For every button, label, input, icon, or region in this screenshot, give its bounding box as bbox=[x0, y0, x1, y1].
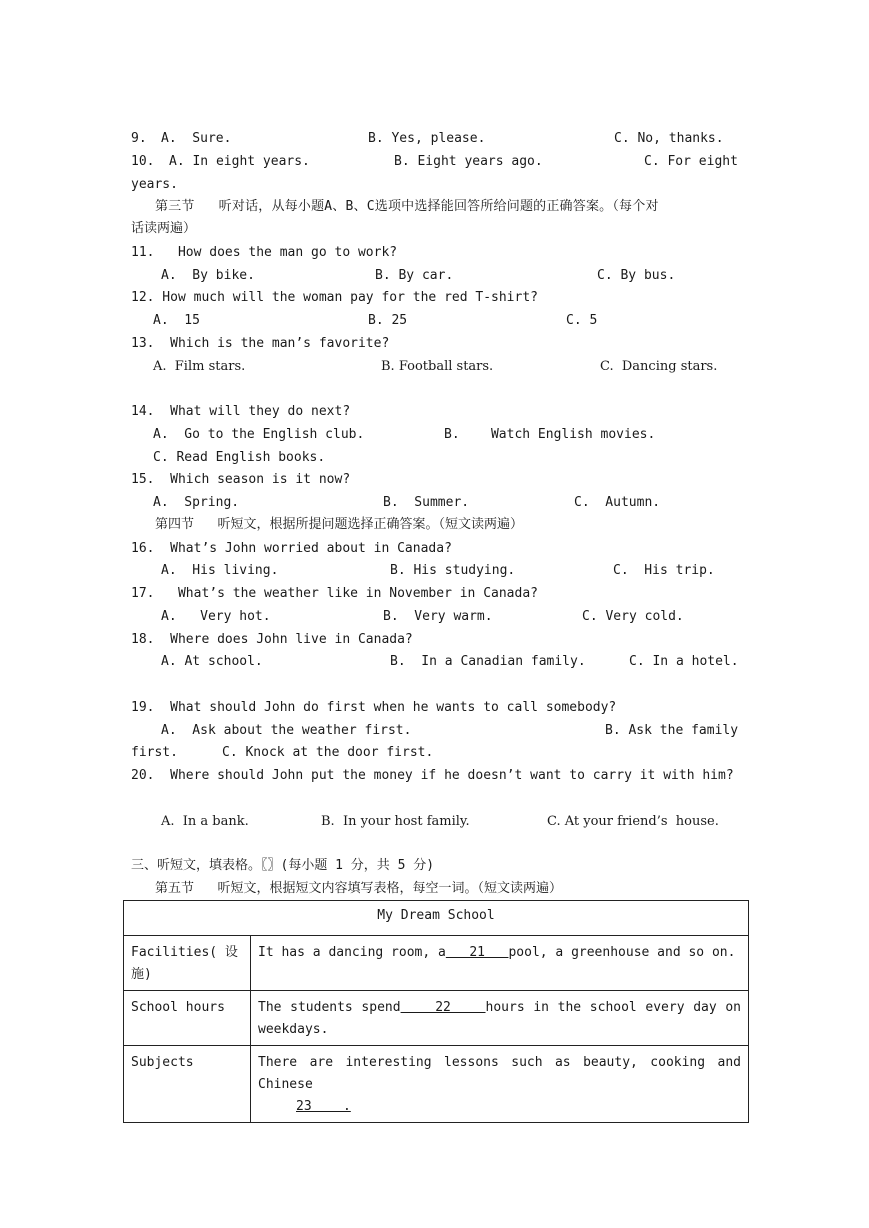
q18-option-b: B. In a Canadian family. bbox=[390, 654, 586, 669]
q9-option-c: C. No, thanks. bbox=[614, 131, 724, 146]
q16-option-a: A. His living. bbox=[161, 563, 279, 578]
q17-stem: 17. What’s the weather like in November in Canada? bbox=[131, 586, 538, 601]
section3-instructions: 第三节 听对话，从每小题A、B、C选项中选择能回答所给问题的正确答案。（每个对 bbox=[155, 199, 659, 214]
q19-option-b: B. Ask the family bbox=[605, 723, 739, 738]
q12-option-a: A. 15 bbox=[153, 313, 200, 328]
q10-option-c-continued: years. bbox=[131, 177, 178, 192]
q19-option-b-continued: first. bbox=[131, 745, 178, 760]
q18-option-c: C. In a hotel. bbox=[629, 654, 739, 669]
q12-option-b: B. 25 bbox=[368, 313, 408, 328]
q20-option-b: B. In your host family. bbox=[321, 814, 470, 829]
q15-option-b: B. Summer. bbox=[383, 495, 470, 510]
q16-option-b: B. His studying. bbox=[390, 563, 516, 578]
q12-option-c: C. 5 bbox=[566, 313, 598, 328]
table-row bbox=[124, 936, 749, 991]
blank-21: 21 bbox=[445, 945, 509, 960]
q14-option-c: C. Read English books. bbox=[153, 450, 326, 465]
q14-stem: 14. What will they do next? bbox=[131, 404, 351, 419]
q17-option-b: B. Very warm. bbox=[383, 609, 493, 624]
q20-option-c: C. At your friend’s house. bbox=[547, 814, 719, 829]
table-title-row bbox=[124, 901, 749, 936]
q18-stem: 18. Where does John live in Canada? bbox=[131, 632, 413, 647]
q19-option-a: A. Ask about the weather first. bbox=[161, 723, 412, 738]
row-label-subjects: Subjects bbox=[124, 1046, 251, 1123]
table-title: My Dream School bbox=[124, 901, 749, 936]
school-hours-text-after: hours in the school every day on weekdays. bbox=[258, 1000, 741, 1037]
q9-option-b: B. Yes, please. bbox=[368, 131, 486, 146]
q11-stem: 11. How does the man go to work? bbox=[131, 245, 398, 260]
row-label-school-hours: School hours bbox=[124, 991, 251, 1046]
q17-option-a: A. Very hot. bbox=[161, 609, 271, 624]
section5-instructions: 第五节 听短文，根据短文内容填写表格，每空一词。（短文读两遍） bbox=[155, 881, 562, 896]
q10-option-b: B. Eight years ago. bbox=[394, 154, 543, 169]
blank-22: 22 bbox=[400, 1000, 486, 1015]
q14-option-a: A. Go to the English club. bbox=[153, 427, 365, 442]
row-content-subjects bbox=[251, 1046, 749, 1123]
q10-number: 10. bbox=[131, 154, 155, 169]
q13-option-c: C. Dancing stars. bbox=[600, 359, 718, 374]
facilities-text-after: pool, a greenhouse and so on. bbox=[508, 945, 736, 960]
facilities-text-before: It has a dancing room, a bbox=[258, 945, 446, 960]
q17-option-c: C. Very cold. bbox=[582, 609, 684, 624]
table-row bbox=[124, 1046, 749, 1123]
q15-option-a: A. Spring. bbox=[153, 495, 240, 510]
school-hours-text-before: The students spend bbox=[258, 1000, 401, 1015]
q9-number: 9. bbox=[131, 131, 147, 146]
q13-stem: 13. Which is the man’s favorite? bbox=[131, 336, 390, 351]
q10-option-c: C. For eight bbox=[644, 154, 738, 169]
q18-option-a: A. At school. bbox=[161, 654, 263, 669]
row-content-school-hours bbox=[251, 991, 749, 1046]
q11-option-b: B. By car. bbox=[375, 268, 454, 283]
q11-option-a: A. By bike. bbox=[161, 268, 255, 283]
q10-option-a: A. In eight years. bbox=[169, 154, 310, 169]
q16-option-c: C. His trip. bbox=[613, 563, 715, 578]
q12-stem: 12. How much will the woman pay for the red T-shirt? bbox=[131, 290, 538, 305]
row-content-facilities bbox=[251, 936, 749, 991]
table-row bbox=[124, 991, 749, 1046]
dream-school-table bbox=[123, 900, 749, 1123]
q16-stem: 16. What’s John worried about in Canada? bbox=[131, 541, 452, 556]
row-label-facilities: Facilities( 设施) bbox=[124, 936, 251, 991]
q13-option-a: A. Film stars. bbox=[153, 359, 246, 374]
q19-stem: 19. What should John do first when he wants to call somebody? bbox=[131, 700, 617, 715]
part3-heading: 三、听短文，填表格。〖〗(每小题 1 分，共 5 分) bbox=[131, 858, 435, 873]
q14-option-b: B. Watch English movies. bbox=[444, 427, 656, 442]
q15-stem: 15. Which season is it now? bbox=[131, 472, 351, 487]
q15-option-c: C. Autumn. bbox=[574, 495, 661, 510]
q19-option-c: C. Knock at the door first. bbox=[222, 745, 434, 760]
section4-instructions: 第四节 听短文，根据所提问题选择正确答案。（短文读两遍） bbox=[155, 517, 523, 532]
q20-option-a: A. In a bank. bbox=[161, 814, 249, 829]
q20-stem: 20. Where should John put the money if he doesn’t want to carry it with him? bbox=[131, 768, 734, 783]
q9-option-a: A. Sure. bbox=[161, 131, 232, 146]
q13-option-b: B. Football stars. bbox=[381, 359, 494, 374]
q11-option-c: C. By bus. bbox=[597, 268, 676, 283]
subjects-text: There are interesting lessons such as beauty, cooking and Chinese bbox=[258, 1055, 741, 1092]
blank-23: 23 . bbox=[296, 1099, 351, 1114]
section3-instructions-continued: 话读两遍） bbox=[131, 221, 197, 236]
